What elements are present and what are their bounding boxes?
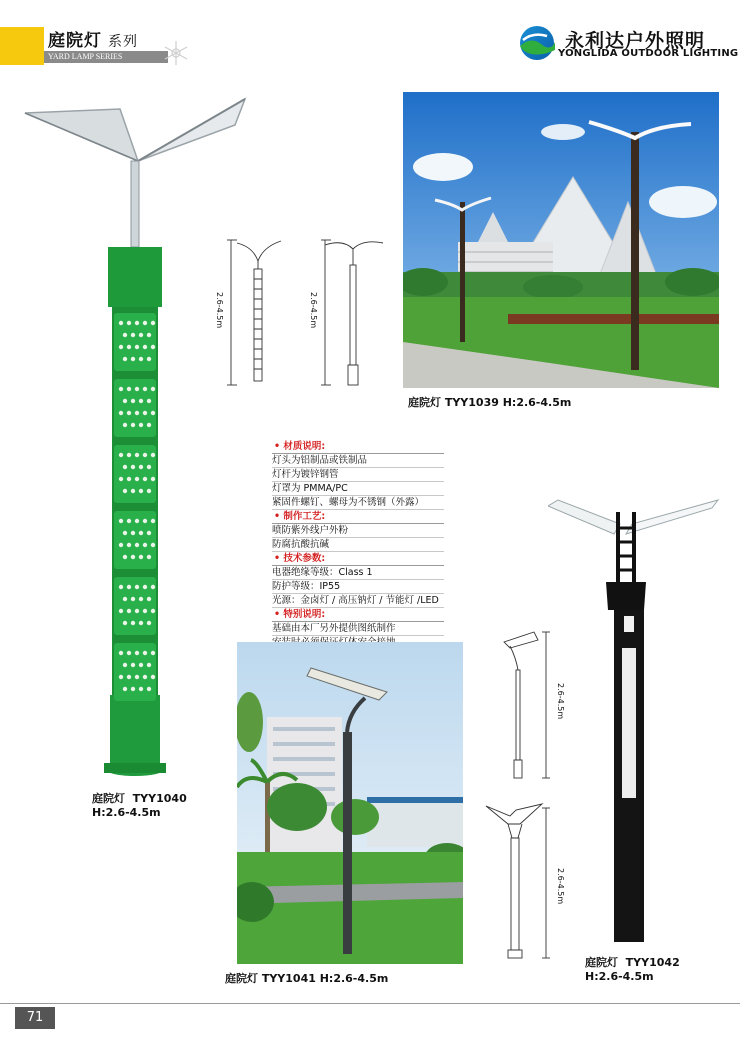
tyy1042-caption — [585, 956, 680, 984]
brand-logo-icon — [517, 24, 557, 62]
tyy1040-product-image — [20, 95, 252, 785]
series-subtitle-bar: YARD LAMP SERIES — [44, 51, 168, 63]
spec-material-line: 灯杆为镀锌钢管 — [272, 468, 444, 482]
spec-process-line: 防腐抗酸抗碱 — [272, 538, 444, 552]
tyy1042-height: H:2.6-4.5m — [585, 970, 654, 983]
tyy1042-model: TYY1042 — [625, 956, 680, 969]
tyy1042-dim-label-1: 2.6-4.5m — [556, 683, 565, 720]
footer-divider — [0, 1003, 740, 1004]
spec-tech-line: 光源：金卤灯 / 高压钠灯 / 节能灯 /LED — [272, 594, 444, 608]
spec-material-line: 灯头为铝制品或铁制品 — [272, 454, 444, 468]
tyy1039-scene-photo — [403, 92, 719, 388]
brand-name-en: YONGLIDA OUTDOOR LIGHTING — [558, 48, 739, 59]
tyy1042-line-drawings — [480, 628, 552, 968]
spec-tech-line: 电器绝缘等级：Class 1 — [272, 566, 444, 580]
page-title — [48, 26, 138, 51]
spec-process-title: • 制作工艺: — [272, 510, 444, 524]
spec-tech-line: 防护等级：IP55 — [272, 580, 444, 594]
spec-tech-title: • 技术参数: — [272, 552, 444, 566]
spec-material-title: • 材质说明: — [272, 440, 444, 454]
spec-material-line: 灯罩为 PMMA/PC — [272, 482, 444, 496]
spec-process-line: 喷防紫外线户外粉 — [272, 524, 444, 538]
tyy1041-scene-photo — [237, 642, 463, 964]
page-number: 71 — [15, 1007, 55, 1029]
snowflake-ornament-icon — [160, 38, 192, 68]
tyy1040-caption — [92, 792, 187, 820]
tyy1042-dim-label-2: 2.6-4.5m — [556, 868, 565, 905]
spec-special-line: 基础由本厂另外提供图纸制作 — [272, 622, 444, 636]
tyy1039-line-drawings — [225, 235, 390, 390]
tyy1041-caption: 庭院灯 TYY1041 H:2.6-4.5m — [225, 972, 389, 985]
page-title-main: 庭院灯 — [48, 31, 102, 51]
tyy1040-name: 庭院灯 — [92, 792, 125, 805]
tyy1042-product-image — [548, 498, 720, 950]
specifications-block — [272, 440, 444, 650]
tyy1039-dim-label-2: 2.6-4.5m — [309, 292, 318, 329]
spec-material-line: 紧固件螺钉、螺母为不锈钢（外露） — [272, 496, 444, 510]
header-accent-block — [0, 27, 44, 65]
tyy1040-height: H:2.6-4.5m — [92, 806, 161, 819]
tyy1042-name: 庭院灯 — [585, 956, 618, 969]
tyy1039-dim-label-1: 2.6-4.5m — [215, 292, 224, 329]
tyy1039-caption: 庭院灯 TYY1039 H:2.6-4.5m — [408, 396, 572, 409]
tyy1040-model: TYY1040 — [132, 792, 187, 805]
brand-name-cn: 永利达户外照明 — [565, 30, 706, 52]
spec-special-title: • 特别说明: — [272, 608, 444, 622]
page-title-suffix: 系列 — [108, 34, 138, 50]
